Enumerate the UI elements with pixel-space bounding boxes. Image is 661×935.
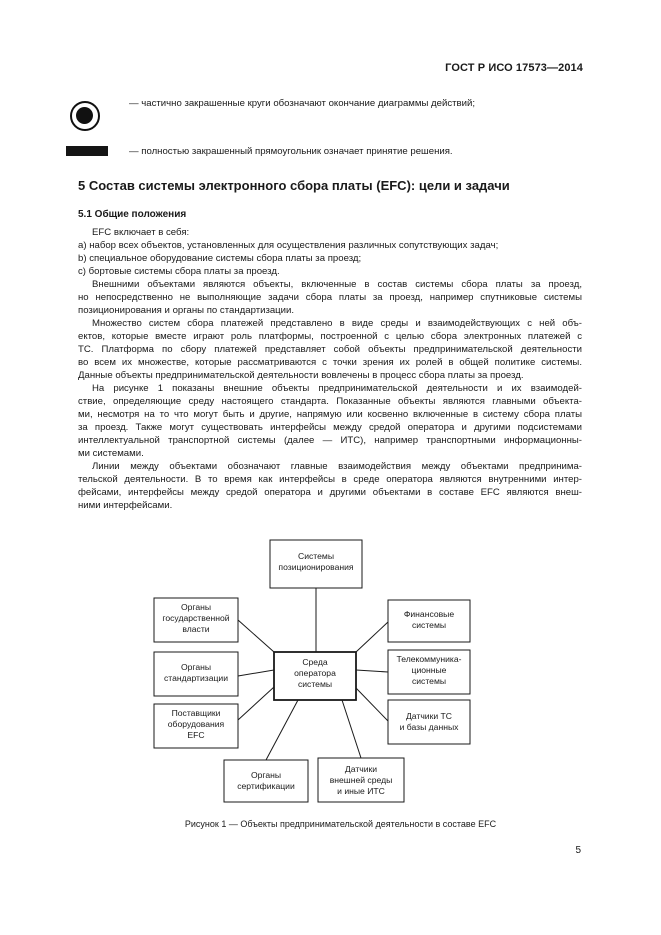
text-line: ними интерфейсами. bbox=[78, 500, 173, 511]
legend-text-rectangle: — полностью закрашенный прямоугольник означает принятие решения. bbox=[129, 146, 453, 157]
node-label-line: стандартизации bbox=[163, 673, 229, 683]
node-label-line: сертификации bbox=[237, 781, 295, 791]
text-line: фейсами, интерфейсы между средой оператора и другими объектами в составе EFC являются внеш- bbox=[78, 487, 582, 498]
node-label-line: Органы bbox=[250, 770, 282, 780]
section-title: 5 Состав системы электронного сбора платы (EFC): цели и задачи bbox=[78, 178, 510, 193]
text-line: Линии между объектами обозначают главные взаимодействия между объектами предпринима- bbox=[92, 461, 582, 472]
node-label-line: оборудования bbox=[167, 719, 225, 729]
node-label-line: системы bbox=[411, 676, 447, 686]
center-label-line: системы bbox=[297, 679, 333, 689]
document-header: ГОСТ Р ИСО 17573—2014 bbox=[445, 62, 583, 74]
connector-line bbox=[356, 670, 388, 672]
node-label-line: Финансовые bbox=[403, 609, 455, 619]
text-line: ектов, которые вместе играют роль платформы, построенной с целью сбора электронных платежей с bbox=[78, 331, 582, 342]
node-label-line: Телекоммуника- bbox=[396, 654, 462, 664]
connector-line bbox=[342, 700, 361, 758]
figure-caption: Рисунок 1 — Объекты предпринимательской деятельности в составе EFC bbox=[184, 819, 497, 829]
node-label-line: системы bbox=[411, 620, 447, 630]
text-line: Данные объекты предпринимательской деятельности вовлечены в процесс сбора платы за проезд. bbox=[78, 370, 524, 381]
node-label-line: Системы bbox=[297, 551, 335, 561]
text-line: тельской деятельности. В то время как интерфейсы в среде оператора являются внутренними интер- bbox=[78, 474, 582, 485]
center-label-line: Среда bbox=[302, 657, 328, 667]
legend-text-circle: — частично закрашенные круги обозначают окончание диаграммы действий; bbox=[129, 98, 476, 109]
page-number: 5 bbox=[575, 845, 581, 856]
connector-line bbox=[356, 622, 388, 652]
node-label-line: Органы bbox=[180, 602, 212, 612]
node-label-line: власти bbox=[182, 624, 210, 634]
text-line: интеллектуальной транспортной системы (далее — ИТС), например транспортными информационны- bbox=[78, 435, 582, 446]
connector-line bbox=[238, 670, 274, 676]
connector-line bbox=[356, 688, 388, 721]
node-label-line: EFC bbox=[187, 730, 205, 740]
text-line: Внешними объектами являются объекты, включенные в состав системы сбора платы за проезд, bbox=[92, 279, 582, 290]
node-label-line: государственной bbox=[162, 613, 230, 623]
node-label-line: Датчики bbox=[344, 764, 378, 774]
node-label-line: позиционирования bbox=[278, 562, 354, 572]
node-label-line: ционные bbox=[411, 665, 447, 675]
text-line: a) набор всех объектов, установленных для осуществления различных сопутствующих задач; bbox=[78, 240, 499, 251]
connector-line bbox=[238, 620, 274, 652]
text-line: b) специальное оборудование системы сбора платы за проезд; bbox=[78, 253, 362, 264]
text-line: ствие, определяющие среду настоящего стандарта. Показанные объекты являются главными объекта- bbox=[78, 396, 582, 407]
text-line: ТС. Платформа по сбору платежей представляет собой объекты предпринимательской деятельности bbox=[78, 344, 582, 355]
text-line: позиционирования и органы по стандартизации. bbox=[78, 305, 295, 316]
text-line: EFC включает в себя: bbox=[92, 227, 190, 238]
connector-line bbox=[238, 687, 274, 720]
text-line: во всем их множестве, которые рассматриваются с точки зрения их ролей в общей политике системы. bbox=[78, 357, 582, 368]
center-label-line: оператора bbox=[294, 668, 336, 678]
node-label-line: внешней среды bbox=[329, 775, 393, 785]
subsection-title: 5.1 Общие положения bbox=[78, 209, 187, 220]
connector-line bbox=[266, 700, 298, 760]
node-label-line: Поставщики bbox=[171, 708, 221, 718]
text-line: ми, несмотря на то что могут быть и другие, напрямую или косвенно включенные в систему сбора платы bbox=[78, 409, 582, 420]
node-label-line: и базы данных bbox=[399, 722, 459, 732]
node-label-line: Органы bbox=[180, 662, 212, 672]
node-label-line: Датчики ТС bbox=[405, 711, 453, 721]
text-line: c) бортовые системы сбора платы за проезд. bbox=[78, 266, 280, 277]
text-line: ми системами. bbox=[78, 448, 144, 459]
text-line: Множество систем сбора платежей представлено в виде среды и взаимодействующих с ней объ- bbox=[92, 318, 582, 329]
text-line: но непосредственно не выполняющие задачи сбора платы за проезд, например спутниковые системы bbox=[78, 292, 582, 303]
text-line: за проезд. Также могут существовать интерфейсы между средой оператора и другими подсистемами bbox=[78, 422, 582, 433]
node-label-line: и иные ИТС bbox=[337, 786, 385, 796]
text-line: На рисунке 1 показаны внешние объекты предпринимательской деятельности и их взаимодей- bbox=[92, 383, 582, 394]
